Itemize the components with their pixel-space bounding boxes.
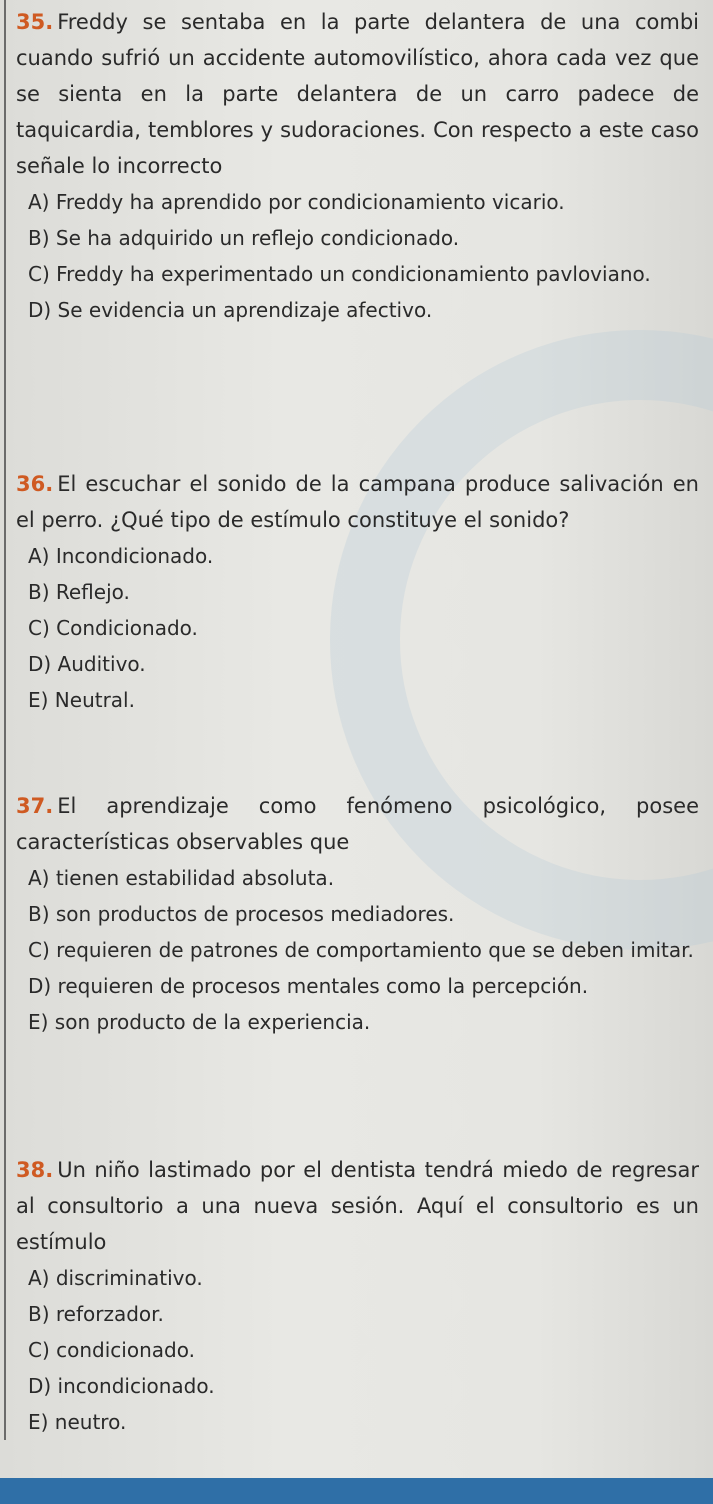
question-text: El escuchar el sonido de la campana produce salivación en el perro. ¿Qué tipo de estímulo constituye el sonido? xyxy=(16,472,699,532)
option-b: B) son productos de procesos mediadores. xyxy=(28,902,455,926)
question-number: 35. xyxy=(16,10,54,34)
option-e: E) son producto de la experiencia. xyxy=(28,1010,371,1034)
question-stem xyxy=(16,4,699,184)
option-a: A) tienen estabilidad absoluta. xyxy=(28,866,335,890)
question-stem xyxy=(16,788,699,860)
question-36 xyxy=(16,466,699,718)
question-number: 38. xyxy=(16,1158,54,1182)
option-a: A) Freddy ha aprendido por condicionamiento vicario. xyxy=(28,190,565,214)
option-c: C) requieren de patrones de comportamiento que se deben imitar. xyxy=(28,938,694,962)
option-c: C) Condicionado. xyxy=(28,616,198,640)
question-number: 36. xyxy=(16,472,54,496)
option-e: E) Neutral. xyxy=(28,688,135,712)
question-stem xyxy=(16,1152,699,1260)
option-d: D) incondicionado. xyxy=(28,1374,215,1398)
question-35 xyxy=(16,4,699,328)
option-c: C) Freddy ha experimentado un condicionamiento pavloviano. xyxy=(28,262,651,286)
option-b: B) Reflejo. xyxy=(28,580,130,604)
question-37 xyxy=(16,788,699,1040)
option-b: B) reforzador. xyxy=(28,1302,164,1326)
option-a: A) Incondicionado. xyxy=(28,544,214,568)
option-d: D) requieren de procesos mentales como la percepción. xyxy=(28,974,589,998)
option-a: A) discriminativo. xyxy=(28,1266,203,1290)
question-38 xyxy=(16,1152,699,1440)
question-text: El aprendizaje como fenómeno psicológico, posee características observables que xyxy=(16,794,699,854)
question-number: 37. xyxy=(16,794,54,818)
bottom-color-bar xyxy=(0,1478,713,1504)
question-text: Freddy se sentaba en la parte delantera de una combi cuando sufrió un accidente automovilístico, ahora cada vez que se sienta en la parte delantera de un carro padece de taquicardia, temblores y sudoraciones. Con respecto a este caso señale lo incorrecto xyxy=(16,10,699,178)
question-stem xyxy=(16,466,699,538)
option-b: B) Se ha adquirido un reflejo condicionado. xyxy=(28,226,460,250)
option-d: D) Auditivo. xyxy=(28,652,146,676)
option-e: E) neutro. xyxy=(28,1410,127,1434)
question-text: Un niño lastimado por el dentista tendrá miedo de regresar al consultorio a una nueva sesión. Aquí el consultorio es un estímulo xyxy=(16,1158,699,1254)
option-d: D) Se evidencia un aprendizaje afectivo. xyxy=(28,298,433,322)
margin-line xyxy=(4,0,6,1440)
option-c: C) condicionado. xyxy=(28,1338,195,1362)
